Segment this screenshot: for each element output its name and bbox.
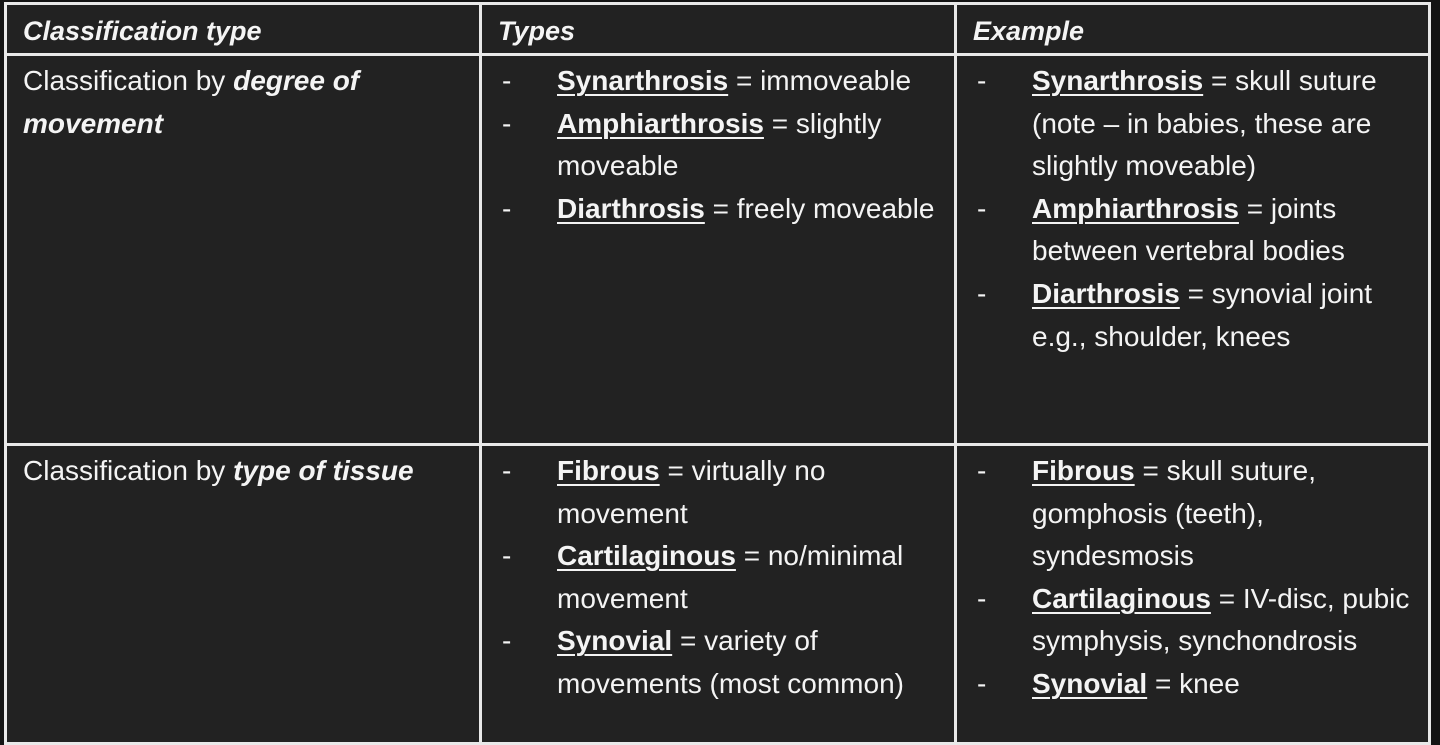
type-term: Fibrous (557, 455, 660, 486)
list-item (973, 60, 1416, 188)
example-description: = knee (1147, 667, 1240, 699)
type-description: = slightly moveable (557, 107, 882, 182)
list-item (498, 450, 942, 535)
table-row (6, 445, 1430, 744)
type-term: Cartilaginous (557, 540, 736, 572)
type-term: Diarthrosis (557, 192, 705, 224)
types-cell (481, 445, 956, 744)
list-item (973, 578, 1416, 663)
classification-cell (6, 55, 481, 445)
type-term: Synarthrosis (557, 65, 729, 96)
bullet-dash: - (977, 582, 987, 614)
example-description: = skull suture, gomphosis (teeth), syndesmosis (1032, 455, 1316, 572)
list-item (973, 273, 1416, 358)
bullet-dash: - (502, 192, 512, 224)
types-list (498, 450, 942, 706)
header-example: Example (956, 4, 1430, 55)
example-cell (956, 55, 1430, 445)
classification-cell (6, 445, 481, 744)
bullet-dash: - (502, 65, 512, 96)
header-types: Types (481, 4, 956, 55)
type-description: = no/minimal movement (557, 540, 904, 614)
joint-classification-table (4, 2, 1431, 745)
types-cell (481, 55, 956, 445)
example-description: = joints between vertebral bodies (1032, 192, 1345, 267)
list-item (498, 60, 942, 103)
example-cell (956, 445, 1430, 744)
example-term: Cartilaginous (1032, 582, 1211, 614)
list-item (973, 663, 1416, 706)
type-description: = virtually no movement (557, 455, 826, 529)
list-item (498, 103, 942, 188)
example-description: = synovial joint e.g., shoulder, knees (1032, 277, 1373, 352)
list-item (498, 188, 942, 231)
classification-emphasis: degree of movement (23, 65, 360, 139)
classification-emphasis: type of tissue (233, 455, 414, 486)
types-list (498, 60, 942, 230)
examples-list (973, 60, 1416, 358)
example-description: = IV-disc, pubic symphysis, synchondrosis (1032, 582, 1410, 657)
bullet-dash: - (977, 65, 987, 96)
type-description: = variety of movements (most common) (557, 625, 904, 699)
type-description: = immoveable (728, 65, 912, 96)
example-term: Diarthrosis (1032, 277, 1180, 309)
classification-prefix: Classification by (23, 65, 234, 96)
bullet-dash: - (977, 277, 987, 309)
bullet-dash: - (977, 667, 987, 699)
classification-prefix: Classification by (23, 455, 234, 486)
bullet-dash: - (977, 192, 987, 224)
type-term: Amphiarthrosis (557, 107, 764, 139)
example-term: Synovial (1032, 667, 1148, 699)
bullet-dash: - (977, 455, 987, 486)
example-description: = skull suture (note – in babies, these are slightly moveable) (1032, 65, 1377, 182)
bullet-dash: - (502, 540, 512, 572)
header-row (6, 4, 1430, 55)
bullet-dash: - (502, 625, 512, 657)
list-item (498, 535, 942, 620)
examples-list (973, 450, 1416, 706)
example-term: Synarthrosis (1032, 65, 1204, 96)
header-classification-type: Classification type (6, 4, 481, 55)
type-term: Synovial (557, 625, 673, 657)
example-term: Amphiarthrosis (1032, 192, 1239, 224)
table-row (6, 55, 1430, 445)
list-item (498, 620, 942, 705)
list-item (973, 188, 1416, 273)
bullet-dash: - (502, 455, 512, 486)
type-description: = freely moveable (704, 192, 935, 224)
example-term: Fibrous (1032, 455, 1135, 486)
bullet-dash: - (502, 107, 512, 139)
list-item (973, 450, 1416, 578)
